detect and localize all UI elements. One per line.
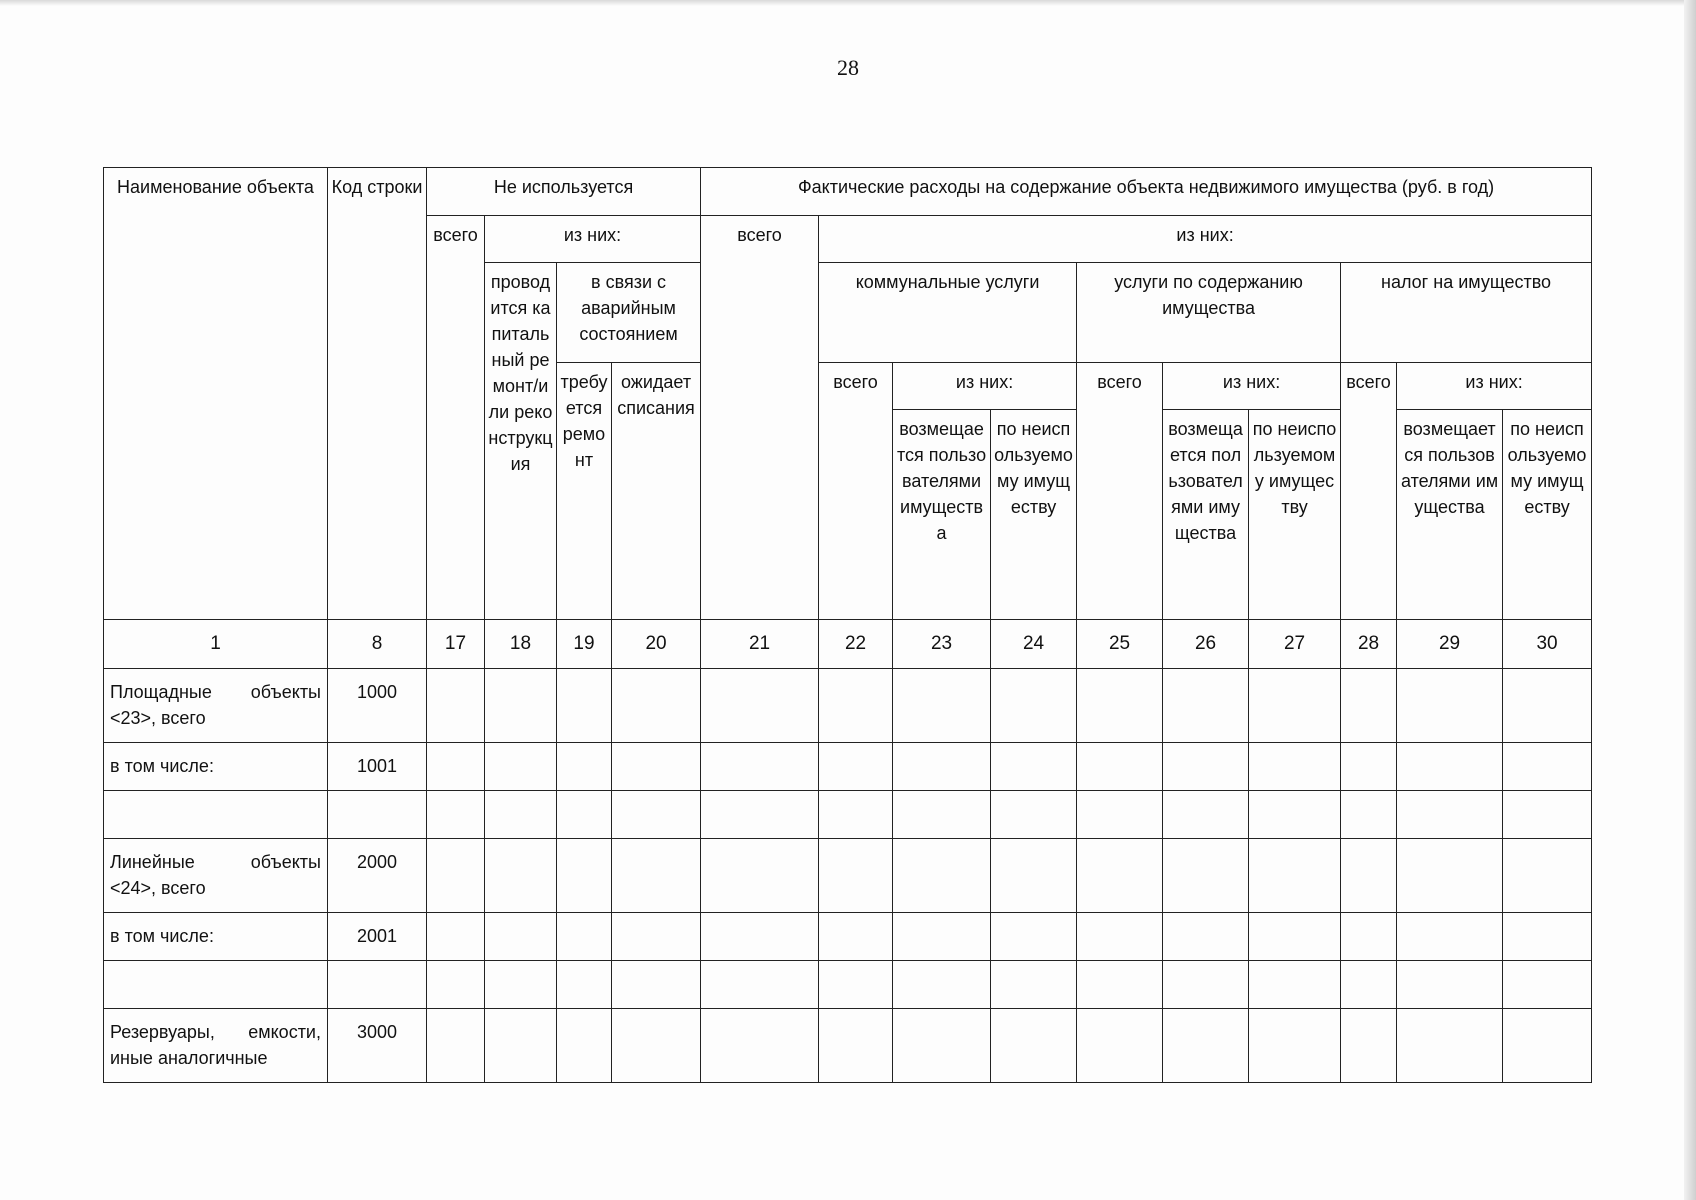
header-maintenance-unused: по неиспользуемому имуществу [1249,410,1341,620]
table-cell [1163,961,1249,1009]
table-cell [701,743,819,791]
table-row [104,839,1592,913]
table-cell [485,913,557,961]
header-row-code: Код строки [328,168,427,620]
table-cell [991,743,1077,791]
table-row [104,791,1592,839]
table-cell [557,961,612,1009]
table-cell [1397,961,1503,1009]
table-cell [893,913,991,961]
row-name: Резервуары, емкости, иные аналогичные [104,1009,328,1083]
table-cell [485,1009,557,1083]
header-maintenance-of-which: из них: [1163,363,1341,410]
table-cell [701,791,819,839]
table-cell [1077,669,1163,743]
table-cell [1503,791,1592,839]
column-number: 27 [1249,620,1341,669]
column-number: 30 [1503,620,1592,669]
table-cell [557,743,612,791]
table-cell [612,1009,701,1083]
table-cell [427,913,485,961]
row-code: 2000 [328,839,427,913]
table-cell [1077,961,1163,1009]
header-property-tax: налог на имущество [1341,263,1592,363]
table-cell [427,743,485,791]
table-cell [1163,743,1249,791]
table-cell [1397,669,1503,743]
header-utilities-reimbursed: возмещается пользователями имущества [893,410,991,620]
column-number: 8 [328,620,427,669]
table-row [104,1009,1592,1083]
column-number: 18 [485,620,557,669]
header-emergency-state: в связи с аварийным состоянием [557,263,701,363]
table-cell [1503,669,1592,743]
table-cell [1341,743,1397,791]
table-cell [991,961,1077,1009]
table-cell [1503,1009,1592,1083]
table-cell [819,961,893,1009]
table-cell [819,791,893,839]
row-name: Линейные объекты <24>, всего [104,839,328,913]
column-number: 29 [1397,620,1503,669]
column-number: 28 [1341,620,1397,669]
header-tax-total: всего [1341,363,1397,620]
table-cell [1397,839,1503,913]
table-cell [1249,669,1341,743]
table-cell [893,1009,991,1083]
table-cell [893,961,991,1009]
header-tax-of-which: из них: [1397,363,1592,410]
table-cell [893,791,991,839]
row-name: Площадные объекты <23>, всего [104,669,328,743]
table-cell [1249,913,1341,961]
table-cell [893,839,991,913]
table-cell [485,961,557,1009]
table-cell [612,743,701,791]
table-cell [427,791,485,839]
column-number: 1 [104,620,328,669]
table-cell [991,839,1077,913]
property-expenses-table [103,167,1592,1083]
header-not-used-of-which: из них: [485,216,701,263]
table-cell [612,913,701,961]
table-cell [612,839,701,913]
header-utilities-unused: по неиспользуемому имуществу [991,410,1077,620]
table-cell [1249,743,1341,791]
table-cell [1249,791,1341,839]
table-cell [557,839,612,913]
table-cell [612,961,701,1009]
header-object-name: Наименование объекта [104,168,328,620]
table-cell [1503,743,1592,791]
table-cell [1503,913,1592,961]
column-number: 21 [701,620,819,669]
row-code [328,961,427,1009]
table-cell [557,1009,612,1083]
row-name [104,961,328,1009]
table-cell [1163,913,1249,961]
table-row [104,669,1592,743]
table-cell [427,961,485,1009]
column-number-row [104,620,1592,669]
row-code [328,791,427,839]
table-cell [557,791,612,839]
header-tax-unused: по неиспользуемому имуществу [1503,410,1592,620]
header-maintenance-reimbursed: возмещается пользователями имущества [1163,410,1249,620]
page-number: 28 [837,55,859,80]
table-cell [819,669,893,743]
table-cell [1397,1009,1503,1083]
header-utilities-of-which: из них: [893,363,1077,410]
page-top-edge [0,0,1696,6]
page-right-edge [1684,0,1696,1200]
table-cell [1341,1009,1397,1083]
table-cell [1341,791,1397,839]
table-cell [1341,961,1397,1009]
header-tax-reimbursed: возмещается пользователями имущества [1397,410,1503,620]
table-cell [427,669,485,743]
table-cell [991,1009,1077,1083]
table-cell [427,1009,485,1083]
table-cell [485,839,557,913]
row-code: 1000 [328,669,427,743]
table-cell [1077,1009,1163,1083]
header-not-used: Не используется [427,168,701,216]
table-cell [612,669,701,743]
row-name: в том числе: [104,913,328,961]
table-cell [1077,839,1163,913]
table-cell [819,913,893,961]
column-number: 24 [991,620,1077,669]
table-row [104,743,1592,791]
header-actual-expenses: Фактические расходы на содержание объекта недвижимого имущества (руб. в год) [701,168,1592,216]
table-cell [1341,839,1397,913]
table-cell [1249,839,1341,913]
table-cell [1503,961,1592,1009]
table-cell [1397,913,1503,961]
header-utilities-total: всего [819,363,893,620]
table-cell [1163,839,1249,913]
table-cell [1341,913,1397,961]
table-cell [485,669,557,743]
table-cell [819,839,893,913]
header-maintenance-services: услуги по содержанию имущества [1077,263,1341,363]
table-cell [991,791,1077,839]
table-cell [701,1009,819,1083]
table-cell [1503,839,1592,913]
table-cell [1077,913,1163,961]
table-cell [991,669,1077,743]
column-number: 20 [612,620,701,669]
table-cell [701,913,819,961]
table-cell [1163,791,1249,839]
table-cell [1077,791,1163,839]
table-cell [1163,1009,1249,1083]
table-cell [991,913,1077,961]
table-cell [1397,743,1503,791]
table-cell [1249,961,1341,1009]
column-number: 22 [819,620,893,669]
header-expenses-of-which: из них: [819,216,1592,263]
header-row-1 [104,168,1592,216]
column-number: 19 [557,620,612,669]
column-number: 17 [427,620,485,669]
header-utilities: коммунальные услуги [819,263,1077,363]
row-code: 1001 [328,743,427,791]
table-cell [485,743,557,791]
column-number: 25 [1077,620,1163,669]
table-cell [557,669,612,743]
table-cell [1397,791,1503,839]
column-number: 23 [893,620,991,669]
header-maintenance-total: всего [1077,363,1163,620]
header-awaiting-writeoff: ожидает списания [612,363,701,620]
header-not-used-total: всего [427,216,485,620]
table-cell [1341,669,1397,743]
table-cell [1077,743,1163,791]
row-code: 3000 [328,1009,427,1083]
table-cell [701,961,819,1009]
table-cell [819,743,893,791]
row-name: в том числе: [104,743,328,791]
table-cell [1249,1009,1341,1083]
column-number: 26 [1163,620,1249,669]
table-cell [819,1009,893,1083]
table-cell [485,791,557,839]
table-row [104,913,1592,961]
table-cell [612,791,701,839]
table-cell [701,839,819,913]
header-expenses-total: всего [701,216,819,620]
header-capital-repair: проводится капитальный ремонт/или реконструкция [485,263,557,620]
table-cell [893,669,991,743]
header-needs-repair: требуется ремонт [557,363,612,620]
table-cell [701,669,819,743]
table-cell [427,839,485,913]
table-row [104,961,1592,1009]
row-code: 2001 [328,913,427,961]
row-name [104,791,328,839]
table-cell [557,913,612,961]
table-cell [893,743,991,791]
table-cell [1163,669,1249,743]
